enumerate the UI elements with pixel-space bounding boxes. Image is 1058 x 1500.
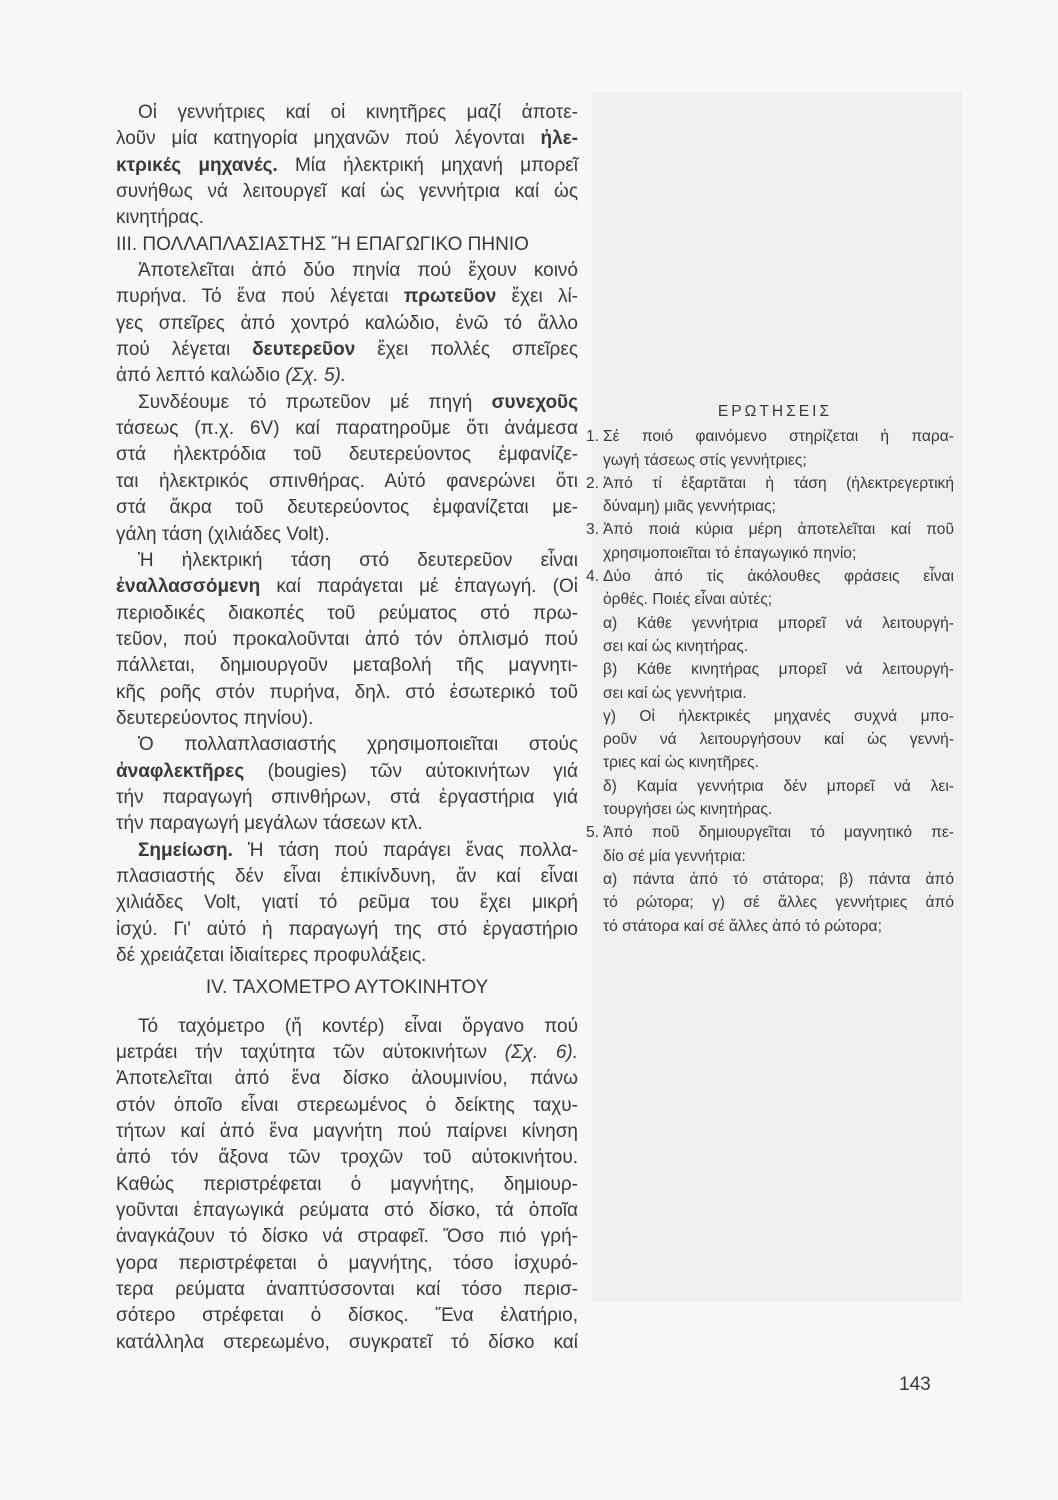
- text-line: [116, 1251, 578, 1277]
- question-line: [586, 798, 954, 821]
- text-line: [116, 1119, 578, 1145]
- question-number: [586, 635, 603, 658]
- question-number: [586, 775, 603, 798]
- question-line: [586, 518, 954, 541]
- text-line: [116, 522, 578, 548]
- question-number: [586, 682, 603, 705]
- question-number: [586, 658, 603, 681]
- text-segment: τάσεως (π.χ. 6V) καί παρατηροῦμε ὅτι ἀνάμεσα: [116, 418, 578, 440]
- question-line: [586, 472, 954, 495]
- text-segment: ἰσχύ. Γι' αὐτό ἡ παραγωγή της στό ἐργαστήριο: [116, 918, 578, 940]
- question-text: τριες καί ὡς κινητῆρες.: [603, 754, 759, 772]
- text-line: [116, 469, 578, 495]
- text-segment: χιλιάδες Volt, γιατί τό ρεῦμα του ἔχει μικρή: [116, 892, 578, 914]
- question-number: 5.: [586, 824, 600, 842]
- question-number: [586, 915, 603, 938]
- text-line: [116, 574, 578, 600]
- text-segment: περιοδικές διακοπές τοῦ ρεύματος στό πρω-: [116, 602, 578, 624]
- text-line: [116, 1014, 578, 1040]
- question-number: 4.: [586, 568, 600, 586]
- section-heading: [116, 975, 578, 1001]
- question-line: [586, 891, 954, 914]
- text-line: [116, 732, 578, 758]
- question-number: [586, 798, 603, 821]
- question-number: 1.: [586, 428, 600, 446]
- text-line: [116, 706, 578, 732]
- question-number: [586, 588, 603, 611]
- text-line: [116, 205, 578, 231]
- text-line: [116, 1277, 578, 1303]
- text-segment: Ὁ πολλαπλασιαστής χρησιμοποιεῖται στούς: [138, 734, 578, 756]
- text-line: [116, 1172, 578, 1198]
- question-text: Ἀπό ποῦ δημιουργεῖται τό μαγνητικό πε-: [603, 824, 954, 842]
- figure-reference: (Σχ. 6).: [504, 1042, 578, 1064]
- text-line: [116, 1145, 578, 1171]
- text-segment: Ἀποτελεῖται ἀπό δύο πηνία πού ἔχουν κοινό: [138, 260, 578, 282]
- text-line: [116, 548, 578, 574]
- question-line: [586, 635, 954, 658]
- text-line: [116, 1093, 578, 1119]
- text-line: [116, 1330, 578, 1356]
- text-segment: Ἡ ἠλεκτρική τάση στό δευτερεῦον εἶναι: [138, 549, 578, 571]
- question-number: [586, 449, 603, 472]
- text-line: [116, 284, 578, 310]
- text-segment: γάλη τάση (χιλιάδες Volt).: [116, 523, 330, 545]
- text-line: [116, 100, 578, 126]
- text-segment: γορα περιστρέφεται ὁ μαγνήτης, τόσο ἰσχυρό-: [116, 1252, 578, 1274]
- question-text: Ἀπό ποιά κύρια μέρη ἀποτελεῖται καί ποῦ: [603, 521, 954, 539]
- text-line: [116, 1198, 578, 1224]
- text-segment: ἀπό λεπτό καλώδιο: [116, 365, 286, 387]
- question-number: 2.: [586, 474, 600, 492]
- question-text: Σέ ποιό φαινόμενο στηρίζεται ἡ παρα-: [603, 428, 954, 446]
- question-text: χρησιμοποιεῖται τό ἐπαγωγικό πηνίο;: [603, 544, 857, 562]
- text-line: [116, 258, 578, 284]
- question-text: τό στάτορα καί σέ ἄλλες ἀπό τό ρώτορα;: [603, 917, 882, 935]
- question-text: δύναμη) μιᾶς γεννήτριας;: [603, 498, 776, 516]
- question-text: τουργήσει ὡς κινητήρας.: [603, 801, 773, 819]
- text-line: [116, 179, 578, 205]
- text-segment: δέ χρειάζεται ἰδιαίτερες προφυλάξεις.: [116, 945, 427, 966]
- question-line: [586, 751, 954, 774]
- question-line: [586, 565, 954, 588]
- text-line: [116, 838, 578, 864]
- question-line: [586, 658, 954, 681]
- question-number: [586, 868, 603, 891]
- text-line: [116, 653, 578, 679]
- text-segment: Μία ἠλεκτρική μηχανή μπορεῖ: [277, 154, 578, 176]
- question-text: α) Κάθε γεννήτρια μπορεῖ νά λειτουργή-: [603, 614, 954, 632]
- text-segment: III. ΠΟΛΛΑΠΛΑΣΙΑΣΤΗΣ Ἤ ΕΠΑΓΩΓΙΚΟ ΠΗΝΙΟ: [116, 233, 529, 255]
- text-line: [116, 1303, 578, 1329]
- question-line: [586, 728, 954, 751]
- question-number: 3.: [586, 521, 600, 539]
- text-segment: Συνδέουμε τό πρωτεῦον μέ πηγή: [138, 391, 492, 413]
- question-number: [586, 612, 603, 635]
- text-segment: γοῦνται ἐπαγωγικά ρεύματα στό δίσκο, τά ὁποῖα: [116, 1200, 578, 1222]
- text-segment: Ἀποτελεῖται ἀπό ἕνα δίσκο ἀλουμινίου, πάνω: [116, 1068, 578, 1090]
- bold-term: ἠλε-: [540, 128, 578, 150]
- bold-term: συνεχοῦς: [491, 391, 578, 413]
- text-segment: γες σπεῖρες ἀπό χοντρό καλώδιο, ἐνῶ τό ἄλλο: [116, 312, 578, 334]
- text-segment: ται ἠλεκτρικός σπινθήρας. Αὐτό φανερώνει ὅτι: [116, 470, 578, 492]
- text-line: [116, 416, 578, 442]
- question-text: Ἀπό τί ἐξαρτᾶται ἡ τάση (ἠλεκτρεγερτική: [603, 474, 954, 492]
- text-segment: κῆς ροῆς στόν πυρήνα, δηλ. στό ἐσωτερικό τοῦ: [116, 681, 578, 703]
- text-segment: πλασιαστής δέν εἶναι ἐπικίνδυνη, ἄν καί εἶναι: [116, 865, 578, 887]
- text-segment: ἔχει λί-: [496, 286, 578, 308]
- text-segment: στόν ὁποῖο εἶναι στερεωμένος ὁ δείκτης ταχυ-: [116, 1094, 578, 1116]
- question-line: [586, 915, 954, 938]
- question-line: [586, 542, 954, 565]
- text-segment: ἀπό τόν ἄξονα τῶν τροχῶν τοῦ αὐτοκινήτου.: [116, 1147, 578, 1169]
- question-text: α) πάντα ἀπό τό στάτορα; β) πάντα ἀπό: [603, 870, 954, 888]
- question-line: [586, 588, 954, 611]
- question-line: [586, 612, 954, 635]
- text-line: [116, 390, 578, 416]
- text-line: [116, 759, 578, 785]
- text-segment: Καθώς περιστρέφεται ὁ μαγνήτης, δημιουρ-: [116, 1173, 578, 1195]
- text-segment: πού λέγεται: [116, 339, 253, 361]
- question-line: [586, 821, 954, 844]
- text-line: [116, 363, 578, 389]
- text-segment: Οἱ γεννήτριες καί οἱ κινητῆρες μαζί ἀποτε-: [138, 102, 578, 123]
- text-line: [116, 495, 578, 521]
- text-line: [116, 1040, 578, 1066]
- text-line: [116, 917, 578, 943]
- question-text: ὀρθές. Ποιές εἶναι αὐτές;: [603, 591, 773, 609]
- text-segment: Ἡ τάση πού παράγει ἕνας πολλα-: [232, 839, 578, 861]
- bold-term: κτρικές μηχανές.: [116, 154, 278, 176]
- text-line: [116, 890, 578, 916]
- text-segment: μετράει τήν ταχύτητα τῶν αὐτοκινήτων: [116, 1042, 505, 1064]
- question-text: σει καί ὡς κινητήρας.: [603, 637, 749, 655]
- text-line: [116, 785, 578, 811]
- text-segment: ἀναγκάζουν τό δίσκο νά στραφεῖ. Ὅσο πιό γρή-: [116, 1226, 578, 1248]
- text-segment: ἔχει πολλές σπεῖρες: [355, 339, 578, 361]
- text-segment: κατάλληλα στερεωμένο, συγκρατεῖ τό δίσκο καί: [116, 1331, 578, 1353]
- text-line: [116, 1066, 578, 1092]
- text-segment: τερα ρεύματα ἀναπτύσσονται καί τόσο περισ-: [116, 1279, 578, 1301]
- figure-reference: (Σχ. 5).: [285, 365, 347, 387]
- text-line: [116, 601, 578, 627]
- text-segment: καί παράγεται μέ ἐπαγωγή. (Οἱ: [260, 576, 578, 598]
- main-text-column: [116, 100, 578, 1356]
- question-line: [586, 775, 954, 798]
- text-line: [116, 153, 578, 179]
- bold-term: ἐναλλασσόμενη: [116, 576, 261, 598]
- question-number: [586, 705, 603, 728]
- text-segment: στά ἄκρα τοῦ δευτερεύοντος ἐμφανίζεται με-: [116, 497, 578, 519]
- questions-list: [586, 425, 954, 938]
- question-number: [586, 845, 603, 868]
- question-line: [586, 845, 954, 868]
- text-line: [116, 811, 578, 837]
- question-line: [586, 682, 954, 705]
- text-line: [116, 627, 578, 653]
- text-segment: στά ἠλεκτρόδια τοῦ δευτερεύοντος ἐμφανίζε-: [116, 444, 578, 466]
- question-line: [586, 868, 954, 891]
- text-segment: τήτων καί ἀπό ἕνα μαγνήτη πού παίρνει κίνηση: [116, 1121, 578, 1143]
- question-number: [586, 728, 603, 751]
- text-segment: τήν παραγωγή σπινθήρων, στά ἐργαστήρια γιά: [116, 786, 578, 808]
- section-heading: [116, 232, 578, 258]
- question-number: [586, 542, 603, 565]
- question-line: [586, 449, 954, 472]
- text-line: [116, 680, 578, 706]
- question-number: [586, 751, 603, 774]
- bold-term: ἀναφλεκτῆρες: [116, 760, 245, 782]
- question-number: [586, 495, 603, 518]
- text-segment: σότερο στρέφεται ὁ δίσκος. Ἕνα ἐλατήριο,: [116, 1305, 578, 1327]
- bold-term: πρωτεῦον: [403, 286, 497, 308]
- text-segment: συνήθως νά λειτουργεῖ καί ὡς γεννήτρια καί ὡς: [116, 181, 578, 203]
- bold-term: δευτερεῦον: [252, 339, 356, 361]
- question-text: τό ρώτορα; γ) σέ ἄλλες γεννήτριες ἀπό: [603, 894, 954, 912]
- questions-section: [586, 400, 954, 938]
- question-line: [586, 705, 954, 728]
- question-text: β) Κάθε κινητήρας μπορεῖ νά λειτουργή-: [603, 661, 954, 679]
- question-text: γωγή τάσεως στίς γεννήτριες;: [603, 451, 807, 469]
- text-line: [116, 442, 578, 468]
- question-number: [586, 891, 603, 914]
- page-number: 143: [899, 1374, 931, 1395]
- text-segment: IV. ΤΑΧΟΜΕΤΡΟ ΑΥΤΟΚΙΝΗΤΟΥ: [205, 977, 489, 999]
- text-segment: (bougies) τῶν αὐτοκινήτων γιά: [244, 760, 578, 782]
- text-segment: τεῦον, πού προκαλοῦνται ἀπό τόν ὁπλισμό πού: [116, 628, 578, 650]
- text-segment: δευτερεύοντος πηνίου).: [116, 707, 314, 729]
- bold-term: Σημείωση.: [138, 839, 233, 861]
- question-text: δ) Καμία γεννήτρια δέν μπορεῖ νά λει-: [603, 777, 954, 795]
- questions-title: ΕΡΩΤΗΣΕΙΣ: [717, 403, 833, 420]
- text-segment: πυρήνα. Τό ἕνα πού λέγεται: [116, 286, 404, 308]
- text-line: [116, 864, 578, 890]
- text-segment: Τό ταχόμετρο (ἤ κοντέρ) εἶναι ὄργανο πού: [138, 1015, 578, 1037]
- text-line: [116, 1224, 578, 1250]
- text-segment: τήν παραγωγή μεγάλων τάσεων κτλ.: [116, 813, 423, 835]
- question-text: γ) Οἱ ἠλεκτρικές μηχανές συχνά μπο-: [603, 707, 954, 725]
- text-line: [116, 311, 578, 337]
- question-line: [586, 425, 954, 448]
- text-segment: λοῦν μία κατηγορία μηχανῶν πού λέγονται: [116, 128, 541, 150]
- text-line: [116, 943, 578, 969]
- question-text: ροῦν νά λειτουργήσουν καί ὡς γεννή-: [603, 731, 954, 749]
- text-line: [116, 126, 578, 152]
- question-text: σει καί ὡς γεννήτρια.: [603, 684, 747, 702]
- question-text: δίο σέ μία γεννήτρια:: [603, 847, 746, 865]
- text-line: [116, 337, 578, 363]
- question-line: [586, 495, 954, 518]
- text-segment: πάλλεται, δημιουργοῦν μεταβολή τῆς μαγνητι-: [116, 655, 578, 677]
- text-segment: κινητήρας.: [116, 207, 205, 229]
- question-text: Δύο ἀπό τίς ἀκόλουθες φράσεις εἶναι: [603, 568, 954, 586]
